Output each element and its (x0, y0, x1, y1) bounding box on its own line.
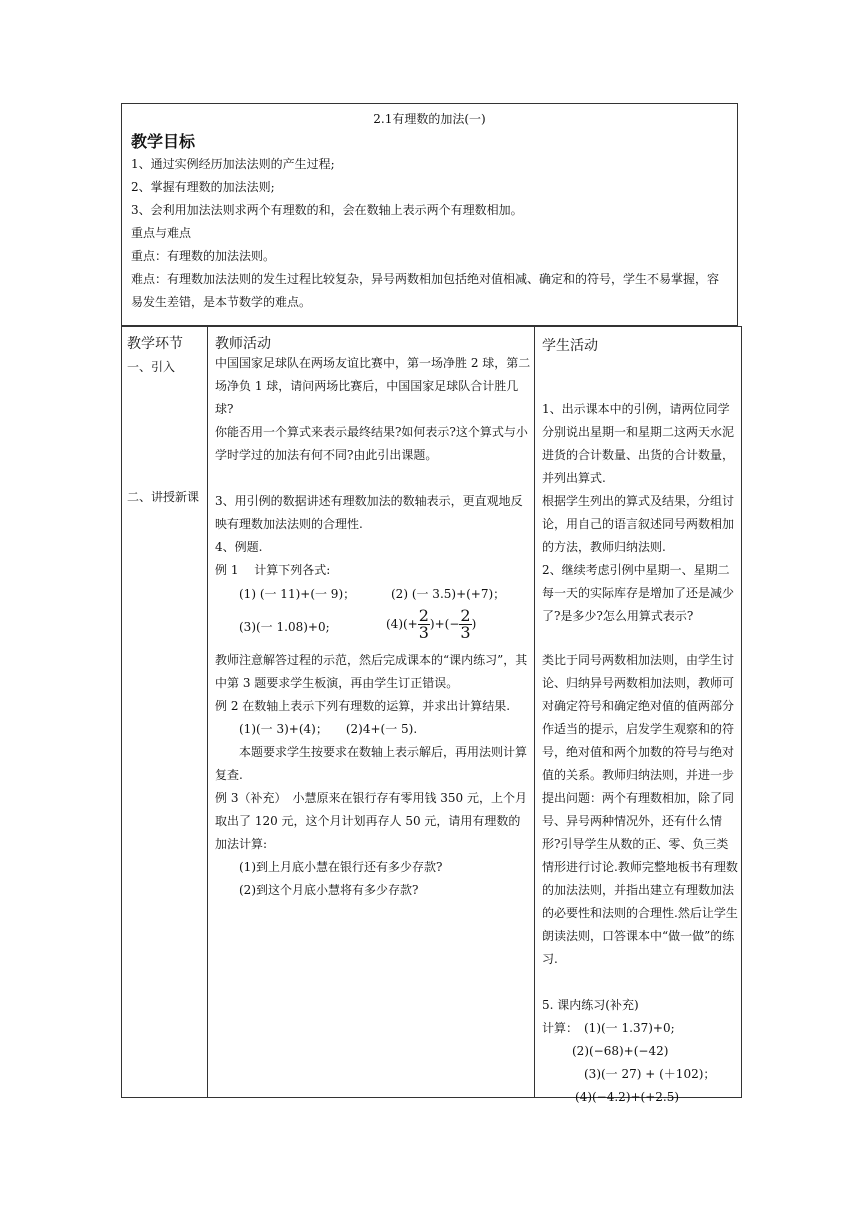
example-2-note: 本题要求学生按要求在数轴上表示解后，再用法则计算复查. (215, 745, 528, 782)
fraction (459, 608, 471, 641)
lesson-title: 2.1有理数的加法(一) (373, 112, 486, 126)
example-1-d-mid: )+(− (429, 617, 460, 631)
objective-item: 2、掌握有理数的加法法则; (131, 180, 275, 194)
example-3-q2: (2)到这个月底小慧将有多少存款? (239, 883, 419, 897)
student-column (535, 327, 742, 1104)
teacher-intro-2: 你能否用一个算式来表示最终结果?如何表示?这个算式与小学时学过的加法有何不同?由此引出课题。 (215, 425, 528, 462)
example-1-d (386, 608, 476, 641)
student-s3: 2、继续考虑引例中星期一、星期二每一天的实际库存是增加了还是减少了?是多少?怎么用算式表示? (542, 563, 735, 623)
fraction (418, 608, 430, 641)
example-3-q1: (1)到上月底小慧在银行还有多少存款? (239, 860, 443, 874)
header-stage: 教学环节 (127, 336, 183, 352)
key-heading: 重点与难点 (131, 226, 192, 240)
objective-item: 3、会利用加法法则求两个有理数的和，会在数轴上表示两个有理数相加。 (131, 203, 523, 217)
calc-2: (2)(−68)+(−42) (572, 1044, 669, 1058)
stage-intro: 一、引入 (127, 360, 176, 374)
student-s5: 5. 课内练习(补充) (542, 998, 639, 1012)
calc-3: (3)(一 27) + (＋102)； (584, 1067, 716, 1081)
fraction-denominator: 3 (418, 623, 429, 642)
calc-1: (1)(一 1.37)+0; (584, 1021, 675, 1035)
teacher-after-example-1: 教师注意解答过程的示范，然后完成课本的“课内练习”，其中第 3 题要求学生板演，再由学生订正错误。 (215, 653, 528, 690)
fraction-denominator: 3 (460, 623, 471, 642)
difficulty: 难点：有理数加法法则的发生过程比较复杂，异号两数相加包括绝对值相减、确定和的符号，学生不易掌握，容易发生差错，是本节数学的难点。 (131, 272, 720, 309)
fraction-numerator: 2 (460, 606, 471, 625)
student-s1: 1、出示课本中的引例，请两位同学分别说出星期一和星期二这两天水泥进货的合计数量、出货的合计数量，并列出算式. (542, 402, 735, 485)
calc-4: (4)(−4.2)+(+2.5) (575, 1090, 680, 1104)
fraction-numerator: 2 (418, 606, 429, 625)
example-1-c: (3)(一 1.08)+0; (239, 620, 330, 634)
example-3: 例 3（补充） 小慧原来在银行存有零用钱 350 元，上个月取出了 120 元，这个月计划再存人 50 元，请用有理数的加法计算: (215, 791, 527, 851)
example-1-a: (1) (一 11)+(一 9)； (239, 587, 356, 601)
example-1-b: (2) (一 3.5)+(+7)； (391, 587, 506, 601)
stage-new-lesson: 二、讲授新课 (127, 490, 200, 504)
example-1-label: 例 1 计算下列各式: (215, 563, 331, 577)
objectives-list (131, 153, 729, 314)
teacher-column (208, 327, 535, 1098)
student-s2: 根据学生列出的算式及结果，分组讨论，用自己的语言叙述同号两数相加的方法，教师归纳法则. (542, 494, 735, 554)
header-teacher: 教师活动 (215, 336, 271, 352)
teacher-p3: 3、用引例的数据讲述有理数加法的数轴表示，更直观地反映有理数加法法则的合理性. (215, 494, 523, 531)
stage-column (122, 327, 208, 1098)
example-2-items: (1)(一 3)+(4)； (2)4+(一 5). (239, 722, 418, 736)
teacher-p4: 4、例题. (215, 540, 263, 554)
objectives-box (121, 103, 738, 326)
example-2: 例 2 在数轴上表示下列有理数的运算，并求出计算结果. (215, 699, 511, 713)
student-s4: 类比于同号两数相加法则，由学生讨论、归纳异号两数相加法则，教师可对确定符号和确定绝对值的值两部分作适当的提示，启发学生观察和的符号，绝对值和两个加数的符号与绝对值的关系。教师归纳法则，并进一步提出问题：两个有理数相加，除了同号、异号两种情况外，还有什么情形?引导学生从数的正、零、负三类情形进行讨论.教师完整地板书有理数的加法法则，并指出建立有理数加法的必要性和法则的合理性.然后让学生朗读法则，口答课本中“做一做”的练习. (542, 653, 738, 966)
lesson-table (121, 326, 742, 1104)
example-1-d-prefix: (4)(+ (386, 617, 418, 631)
teacher-intro-1: 中国国家足球队在两场友谊比赛中，第一场净胜 2 球，第二场净负 1 球，请问两场比赛后，中国国家足球队合计胜几球? (215, 356, 531, 416)
calc-label: 计算： (542, 1021, 579, 1035)
example-1-d-suffix: ) (471, 617, 477, 631)
objective-item: 1、通过实例经历加法法则的产生过程; (131, 157, 335, 171)
header-student: 学生活动 (542, 338, 598, 354)
objectives-heading: 教学目标 (131, 132, 196, 151)
key-point: 重点：有理数的加法法则。 (131, 249, 276, 263)
